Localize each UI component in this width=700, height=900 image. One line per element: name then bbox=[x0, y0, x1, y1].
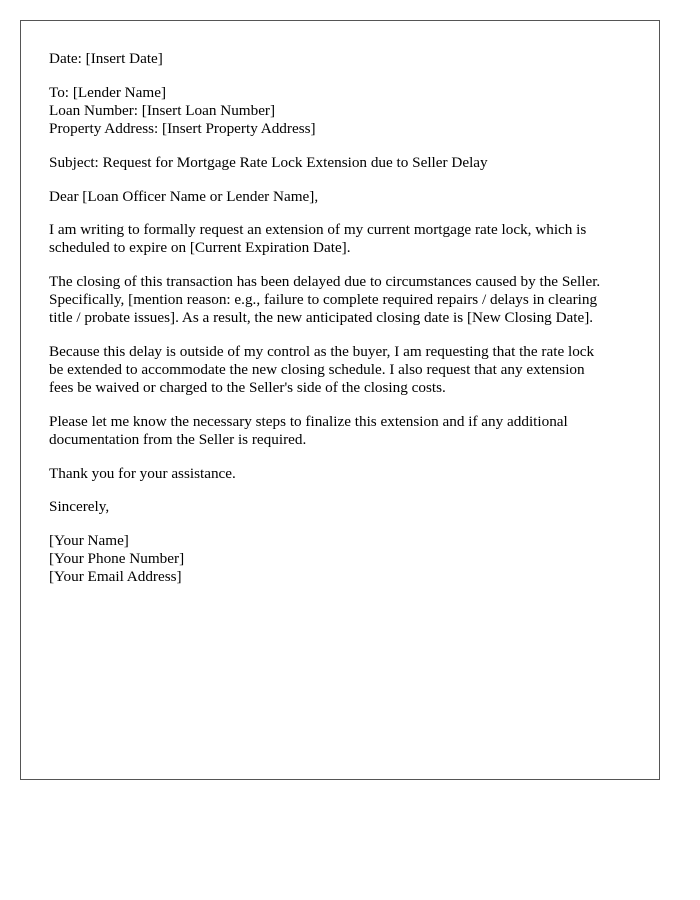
letter-body bbox=[49, 50, 639, 602]
paragraph-line: Because this delay is outside of my control as the buyer, I am requesting that the rate lock bbox=[49, 342, 595, 360]
paragraph-line: The closing of this transaction has been delayed due to circumstances caused by the Seller. bbox=[49, 273, 601, 291]
salutation-text: Dear [Loan Officer Name or Lender Name], bbox=[49, 187, 319, 205]
recipient-to: To: [Lender Name] bbox=[49, 83, 167, 101]
signature-phone: [Your Phone Number] bbox=[49, 550, 185, 568]
thanks-line bbox=[49, 465, 639, 483]
paragraph-line: I am writing to formally request an extension of my current mortgage rate lock, which is bbox=[49, 221, 587, 239]
paragraph-delay-reason bbox=[49, 273, 639, 327]
date-text: Date: [Insert Date] bbox=[49, 50, 163, 67]
recipient-loan-number: Loan Number: [Insert Loan Number] bbox=[49, 101, 276, 119]
signature-email: [Your Email Address] bbox=[49, 568, 182, 586]
paragraph-next-steps bbox=[49, 413, 639, 449]
paragraph-line: title / probate issues]. As a result, the new anticipated closing date is [New Closing Date]. bbox=[49, 309, 594, 327]
paragraph-line: scheduled to expire on [Current Expiration Date]. bbox=[49, 239, 351, 257]
signature-name: [Your Name] bbox=[49, 532, 129, 550]
subject-line bbox=[49, 154, 639, 172]
salutation bbox=[49, 188, 639, 206]
paragraph-line: be extended to accommodate the new closing schedule. I also request that any extension bbox=[49, 360, 585, 378]
paragraph-line: fees be waived or charged to the Seller's side of the closing costs. bbox=[49, 378, 446, 396]
recipient-property-address: Property Address: [Insert Property Address] bbox=[49, 119, 316, 137]
paragraph-request bbox=[49, 221, 639, 257]
closing-line bbox=[49, 498, 639, 516]
paragraph-line: Please let me know the necessary steps to finalize this extension and if any additional bbox=[49, 412, 568, 430]
signature-block bbox=[49, 532, 639, 586]
subject-text: Subject: Request for Mortgage Rate Lock Extension due to Seller Delay bbox=[49, 153, 488, 171]
date-line bbox=[49, 50, 639, 68]
paragraph-line: documentation from the Seller is required. bbox=[49, 430, 307, 448]
recipient-block bbox=[49, 84, 639, 138]
paragraph-fees bbox=[49, 343, 639, 397]
letter-page bbox=[20, 20, 660, 780]
paragraph-line: Specifically, [mention reason: e.g., failure to complete required repairs / delays in clearing bbox=[49, 291, 598, 309]
thanks-text: Thank you for your assistance. bbox=[49, 464, 236, 482]
closing-text: Sincerely, bbox=[49, 498, 110, 516]
